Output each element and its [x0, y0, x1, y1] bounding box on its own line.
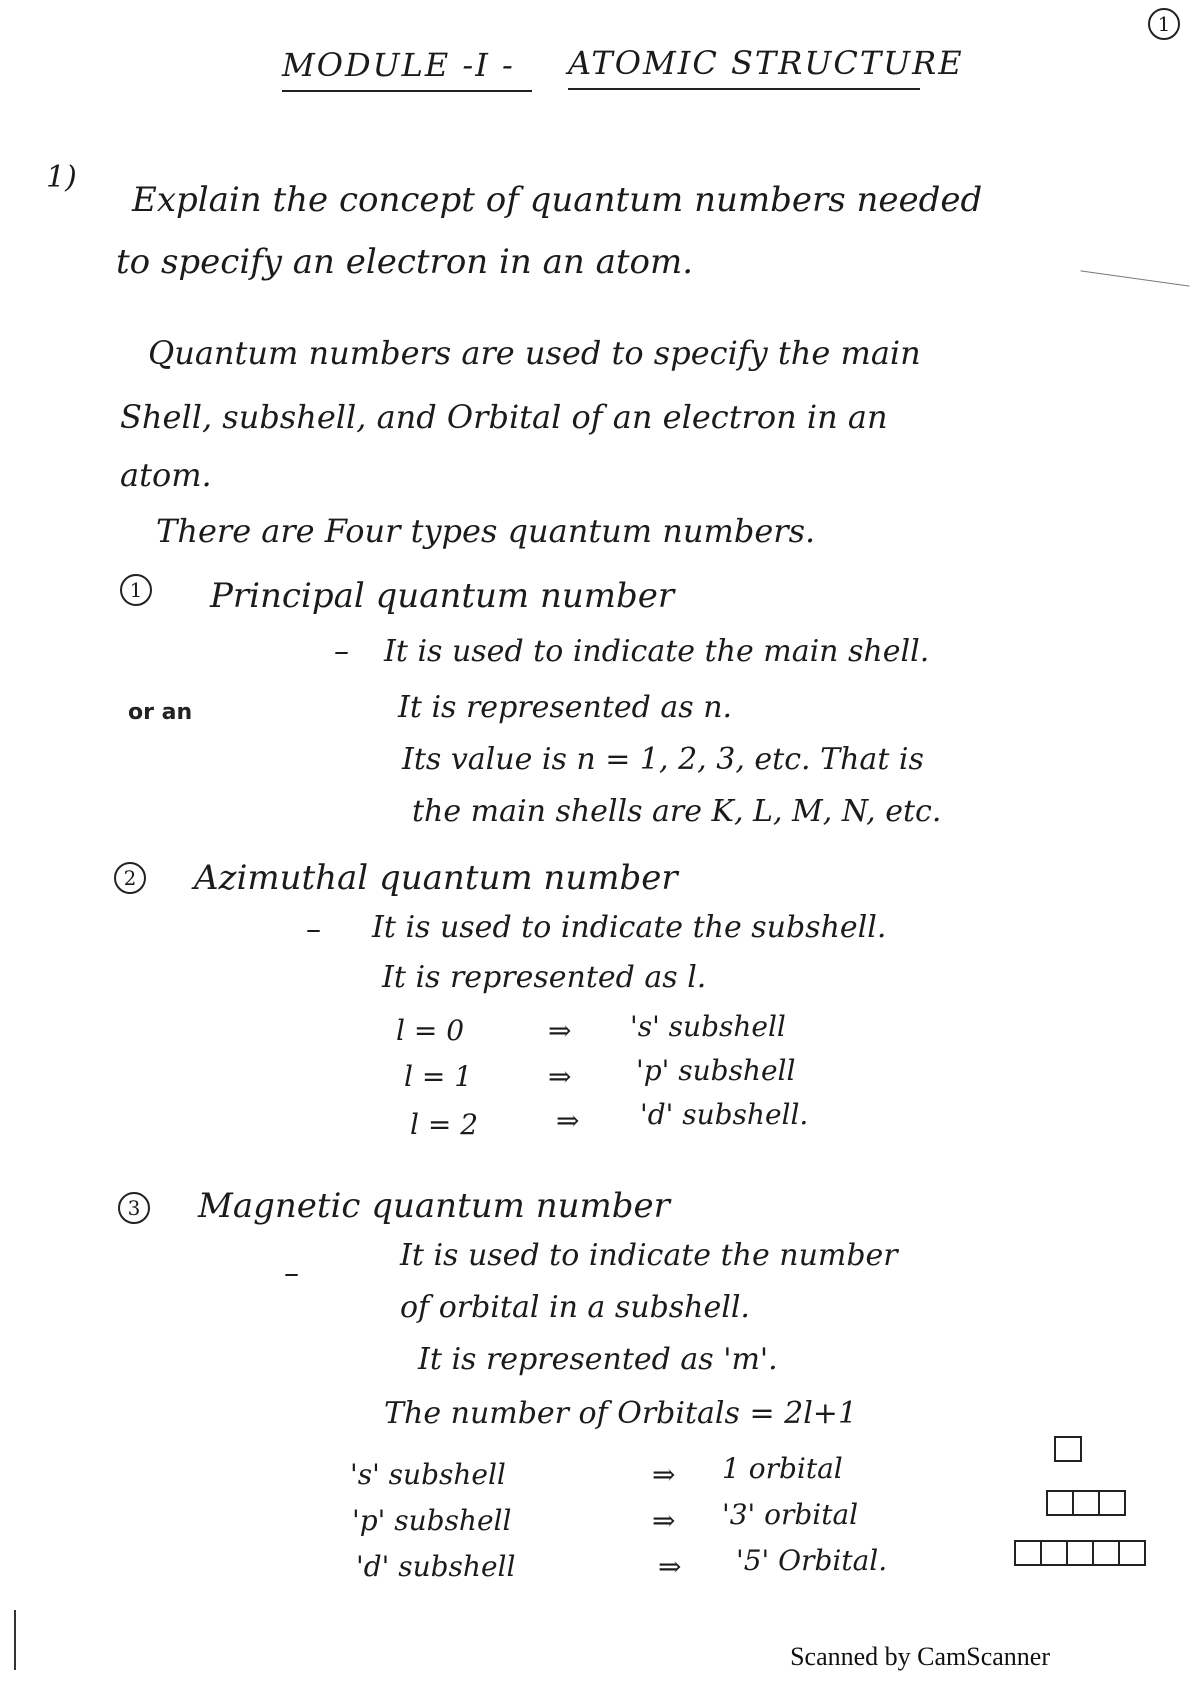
magnetic-number-circle: 3	[118, 1192, 150, 1224]
magnetic-row-arrow: ⇒	[652, 1458, 676, 1491]
orbital-boxes-s	[1054, 1436, 1082, 1462]
azimuthal-line-1: It is used to indicate the subshell.	[372, 910, 887, 945]
magnetic-line-2: of orbital in a subshell.	[400, 1290, 750, 1325]
question-line-1: Explain the concept of quantum numbers needed	[132, 180, 983, 220]
magnetic-line-1: It is used to indicate the number	[400, 1238, 898, 1273]
magnetic-row-rhs: '5' Orbital.	[736, 1544, 888, 1577]
intro-line-1: Quantum numbers are used to specify the main	[148, 334, 921, 372]
orbital-boxes-p	[1046, 1490, 1126, 1516]
orbital-boxes-d	[1014, 1540, 1146, 1566]
azimuthal-row-rhs: 's' subshell	[630, 1010, 786, 1043]
principal-line-1: It is used to indicate the main shell.	[384, 634, 930, 669]
principal-line-3: Its value is n = 1, 2, 3, etc. That is	[402, 742, 924, 777]
page-number: 1	[1148, 8, 1180, 40]
magnetic-row-rhs: 1 orbital	[722, 1452, 843, 1485]
azimuthal-dash: –	[306, 912, 321, 947]
magnetic-row-arrow: ⇒	[658, 1550, 682, 1583]
intro-line-3: atom.	[120, 456, 212, 494]
heading-module: MODULE -I -	[282, 46, 515, 84]
stray-mark	[1080, 270, 1189, 286]
principal-line-2: It is represented as n.	[398, 690, 733, 725]
magnetic-row-lhs: 'p' subshell	[352, 1504, 512, 1537]
scanner-watermark: Scanned by CamScanner	[790, 1642, 1050, 1671]
azimuthal-number-circle: 2	[114, 862, 146, 894]
magnetic-title: Magnetic quantum number	[198, 1186, 670, 1226]
magnetic-line-3: It is represented as 'm'.	[418, 1342, 778, 1377]
azimuthal-line-2: It is represented as l.	[382, 960, 707, 995]
margin-line	[14, 1610, 16, 1670]
heading-underline-module	[282, 90, 532, 92]
azimuthal-row-arrow: ⇒	[548, 1014, 572, 1047]
azimuthal-row-lhs: l = 0	[396, 1014, 465, 1047]
principal-number-circle: 1	[120, 574, 152, 606]
magnetic-row-arrow: ⇒	[652, 1504, 676, 1537]
magnetic-row-lhs: 'd' subshell	[356, 1550, 516, 1583]
intro-line-4: There are Four types quantum numbers.	[156, 512, 816, 550]
azimuthal-row-lhs: l = 2	[410, 1108, 479, 1141]
heading-underline-topic	[568, 88, 920, 90]
question-number: 1)	[46, 160, 77, 195]
magnetic-dash: –	[284, 1256, 299, 1291]
principal-line-4: the main shells are K, L, M, N, etc.	[412, 794, 942, 829]
magnetic-line-4: The number of Orbitals = 2l+1	[384, 1396, 858, 1431]
question-line-2: to specify an electron in an atom.	[116, 242, 694, 282]
heading-topic: ATOMIC STRUCTURE	[568, 44, 964, 82]
azimuthal-row-rhs: 'p' subshell	[636, 1054, 796, 1087]
principal-title: Principal quantum number	[210, 576, 675, 616]
magnetic-row-rhs: '3' orbital	[722, 1498, 859, 1531]
margin-scribble: or an	[128, 700, 193, 725]
azimuthal-row-arrow: ⇒	[556, 1104, 580, 1137]
principal-dash: –	[334, 634, 349, 669]
azimuthal-row-lhs: l = 1	[404, 1060, 473, 1093]
azimuthal-row-rhs: 'd' subshell.	[640, 1098, 809, 1131]
azimuthal-row-arrow: ⇒	[548, 1060, 572, 1093]
azimuthal-title: Azimuthal quantum number	[194, 858, 678, 898]
magnetic-row-lhs: 's' subshell	[350, 1458, 506, 1491]
intro-line-2: Shell, subshell, and Orbital of an electron in an	[120, 398, 888, 436]
